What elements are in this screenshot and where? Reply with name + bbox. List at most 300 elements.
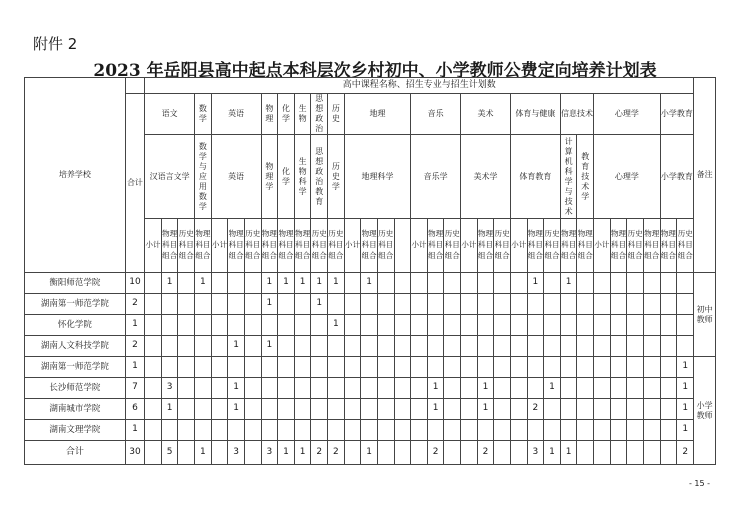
- plan-cell: [228, 357, 245, 378]
- plan-cell: [211, 399, 228, 420]
- plan-cell: [610, 378, 627, 399]
- school-name: 湖南第一师范学院: [25, 294, 126, 315]
- header-subject: 生物: [294, 94, 311, 135]
- plan-cell: [394, 315, 411, 336]
- header-combo: 物理科目组合: [361, 219, 378, 273]
- header-course-group: 高中课程名称、招生专业与招生计划数: [145, 78, 694, 94]
- plan-cell: [195, 336, 212, 357]
- plan-cell: 1: [195, 273, 212, 294]
- plan-cell: [377, 315, 394, 336]
- plan-cell: 1: [677, 420, 694, 441]
- plan-cell: [344, 357, 361, 378]
- total-cell: [461, 441, 478, 465]
- plan-cell: [244, 378, 261, 399]
- plan-cell: [560, 294, 577, 315]
- header-combo: 物理科目组合: [294, 219, 311, 273]
- plan-cell: [494, 378, 511, 399]
- plan-cell: [178, 315, 195, 336]
- plan-cell: [244, 399, 261, 420]
- plan-cell: [477, 315, 494, 336]
- plan-cell: [311, 378, 328, 399]
- plan-cell: 1: [261, 273, 278, 294]
- plan-cell: [594, 273, 611, 294]
- header-combo: 历史科目组合: [677, 219, 694, 273]
- plan-cell: [494, 399, 511, 420]
- grand-total: 30: [125, 441, 145, 465]
- plan-cell: [427, 357, 444, 378]
- plan-cell: [278, 294, 295, 315]
- plan-cell: [643, 399, 660, 420]
- plan-cell: [328, 378, 345, 399]
- header-major: 体育教育: [510, 135, 560, 219]
- plan-cell: [444, 273, 461, 294]
- plan-cell: 1: [228, 336, 245, 357]
- plan-cell: [211, 420, 228, 441]
- plan-cell: [228, 294, 245, 315]
- plan-cell: [278, 399, 295, 420]
- plan-cell: [594, 315, 611, 336]
- page-number: - 15 -: [688, 479, 710, 488]
- total-cell: [643, 441, 660, 465]
- plan-cell: [311, 420, 328, 441]
- row-total: 10: [125, 273, 145, 294]
- plan-cell: [594, 357, 611, 378]
- header-subject: 物理: [261, 94, 278, 135]
- plan-cell: [195, 399, 212, 420]
- plan-cell: [427, 315, 444, 336]
- plan-cell: [544, 294, 561, 315]
- plan-cell: [361, 399, 378, 420]
- plan-cell: [560, 420, 577, 441]
- plan-cell: [444, 399, 461, 420]
- plan-cell: [494, 273, 511, 294]
- plan-cell: [494, 294, 511, 315]
- total-cell: [411, 441, 428, 465]
- plan-cell: [294, 294, 311, 315]
- header-combo: 物理科目组合: [527, 219, 544, 273]
- total-cell: [244, 441, 261, 465]
- plan-cell: [145, 378, 162, 399]
- plan-cell: [494, 315, 511, 336]
- plan-cell: [145, 294, 162, 315]
- plan-cell: [228, 273, 245, 294]
- header-combo: 历史科目组合: [178, 219, 195, 273]
- row-total: 1: [125, 420, 145, 441]
- total-cell: [394, 441, 411, 465]
- header-combo: 物理科目组合: [195, 219, 212, 273]
- plan-cell: 1: [161, 399, 178, 420]
- plan-cell: [278, 378, 295, 399]
- table-row: [25, 378, 716, 399]
- plan-cell: [294, 399, 311, 420]
- total-cell: [145, 441, 162, 465]
- plan-cell: [411, 336, 428, 357]
- plan-cell: [344, 273, 361, 294]
- enrollment-plan-table: [24, 77, 716, 465]
- plan-cell: [145, 273, 162, 294]
- plan-cell: [610, 273, 627, 294]
- plan-cell: [211, 357, 228, 378]
- plan-cell: [461, 399, 478, 420]
- plan-cell: [178, 399, 195, 420]
- plan-cell: [494, 357, 511, 378]
- plan-cell: [627, 273, 644, 294]
- plan-cell: [660, 294, 677, 315]
- document-title: 2023 年岳阳县高中起点本科层次乡村初中、小学教师公费定向培养计划表: [93, 61, 657, 81]
- plan-cell: 1: [477, 399, 494, 420]
- plan-cell: [294, 378, 311, 399]
- header-subject: 语文: [145, 94, 195, 135]
- plan-cell: [477, 273, 494, 294]
- plan-cell: [394, 273, 411, 294]
- total-label: 合计: [25, 441, 126, 465]
- plan-cell: [610, 294, 627, 315]
- plan-cell: [328, 336, 345, 357]
- plan-cell: [145, 336, 162, 357]
- plan-cell: [577, 357, 594, 378]
- plan-cell: [510, 357, 527, 378]
- plan-cell: [311, 315, 328, 336]
- header-combo: 历史科目组合: [244, 219, 261, 273]
- plan-cell: 1: [527, 273, 544, 294]
- header-subject: 数学: [195, 94, 212, 135]
- table-row: [25, 357, 716, 378]
- plan-cell: [577, 315, 594, 336]
- total-cell: [178, 441, 195, 465]
- header-combo: 小计: [145, 219, 162, 273]
- plan-cell: [361, 336, 378, 357]
- plan-cell: [510, 273, 527, 294]
- plan-cell: [311, 399, 328, 420]
- remark-cell: 初中教师: [694, 273, 716, 357]
- plan-cell: [660, 399, 677, 420]
- plan-cell: [261, 357, 278, 378]
- total-cell: 2: [477, 441, 494, 465]
- plan-cell: [294, 420, 311, 441]
- plan-cell: [211, 378, 228, 399]
- plan-cell: [195, 315, 212, 336]
- plan-cell: [660, 273, 677, 294]
- school-name: 衡阳师范学院: [25, 273, 126, 294]
- plan-cell: [261, 399, 278, 420]
- plan-cell: [228, 420, 245, 441]
- header-subject: 体育与健康: [510, 94, 560, 135]
- header-major: 物理学: [261, 135, 278, 219]
- total-row: [25, 441, 716, 465]
- plan-cell: 1: [427, 399, 444, 420]
- plan-cell: [660, 336, 677, 357]
- header-major: 音乐学: [411, 135, 461, 219]
- plan-cell: [577, 294, 594, 315]
- plan-cell: 3: [161, 378, 178, 399]
- school-name: 湖南人文科技学院: [25, 336, 126, 357]
- plan-cell: [377, 294, 394, 315]
- plan-cell: [461, 315, 478, 336]
- plan-cell: [643, 273, 660, 294]
- plan-cell: [461, 357, 478, 378]
- plan-cell: 1: [261, 294, 278, 315]
- plan-cell: 1: [477, 378, 494, 399]
- total-cell: 1: [195, 441, 212, 465]
- row-total: 2: [125, 294, 145, 315]
- total-cell: [610, 441, 627, 465]
- plan-cell: [294, 336, 311, 357]
- plan-cell: [510, 315, 527, 336]
- total-cell: 1: [560, 441, 577, 465]
- plan-cell: 2: [527, 399, 544, 420]
- header-subject: 美术: [461, 94, 511, 135]
- plan-cell: [627, 357, 644, 378]
- plan-cell: [411, 378, 428, 399]
- plan-cell: [328, 420, 345, 441]
- plan-cell: [527, 357, 544, 378]
- plan-cell: [510, 336, 527, 357]
- plan-cell: [544, 273, 561, 294]
- header-subject: 心理学: [594, 94, 661, 135]
- total-cell: [660, 441, 677, 465]
- plan-cell: [527, 420, 544, 441]
- plan-cell: [244, 357, 261, 378]
- plan-cell: [560, 399, 577, 420]
- plan-cell: [344, 294, 361, 315]
- attachment-label: 附件 2: [33, 35, 78, 53]
- plan-cell: [195, 357, 212, 378]
- header-subject: 思想政治: [311, 94, 328, 135]
- plan-cell: [294, 357, 311, 378]
- plan-cell: [677, 294, 694, 315]
- plan-cell: 1: [228, 378, 245, 399]
- plan-cell: [444, 315, 461, 336]
- plan-cell: [560, 378, 577, 399]
- plan-cell: [427, 294, 444, 315]
- plan-cell: [677, 273, 694, 294]
- plan-cell: [394, 378, 411, 399]
- header-combo: 小计: [510, 219, 527, 273]
- header-combo: 物理科目组合: [577, 219, 594, 273]
- plan-cell: [643, 315, 660, 336]
- plan-cell: [610, 336, 627, 357]
- header-combo: 物理科目组合: [228, 219, 245, 273]
- plan-cell: [211, 294, 228, 315]
- table-row: [25, 336, 716, 357]
- school-name: 湖南文理学院: [25, 420, 126, 441]
- header-major: 美术学: [461, 135, 511, 219]
- plan-cell: [178, 336, 195, 357]
- plan-cell: [411, 399, 428, 420]
- plan-cell: [560, 336, 577, 357]
- plan-cell: [178, 294, 195, 315]
- plan-cell: [278, 336, 295, 357]
- plan-cell: [643, 357, 660, 378]
- header-combo: 历史科目组合: [627, 219, 644, 273]
- header-major: 生物科学: [294, 135, 311, 219]
- total-cell: [510, 441, 527, 465]
- header-major: 汉语言文学: [145, 135, 195, 219]
- plan-cell: 1: [278, 273, 295, 294]
- plan-cell: [677, 315, 694, 336]
- plan-cell: 1: [311, 273, 328, 294]
- header-subject: 地理: [344, 94, 411, 135]
- plan-cell: [328, 357, 345, 378]
- plan-cell: [328, 294, 345, 315]
- total-cell: [627, 441, 644, 465]
- school-name: 长沙师范学院: [25, 378, 126, 399]
- table-row: [25, 399, 716, 420]
- plan-cell: [211, 336, 228, 357]
- plan-cell: [411, 273, 428, 294]
- plan-cell: [627, 399, 644, 420]
- row-total: 1: [125, 315, 145, 336]
- header-combo: 物理科目组合: [477, 219, 494, 273]
- plan-cell: [311, 357, 328, 378]
- plan-cell: [344, 315, 361, 336]
- header-combo: 小计: [411, 219, 428, 273]
- header-major: 数学与应用数学: [195, 135, 212, 219]
- row-total: 2: [125, 336, 145, 357]
- header-combo: 物理科目组合: [161, 219, 178, 273]
- header-major: 小学教育: [660, 135, 694, 219]
- table-row: [25, 294, 716, 315]
- school-name: 湖南城市学院: [25, 399, 126, 420]
- plan-cell: 1: [427, 378, 444, 399]
- row-total: 6: [125, 399, 145, 420]
- header-combo: 小计: [344, 219, 361, 273]
- plan-cell: 1: [311, 294, 328, 315]
- plan-cell: [394, 420, 411, 441]
- plan-cell: 1: [544, 378, 561, 399]
- plan-cell: [377, 336, 394, 357]
- total-cell: 1: [361, 441, 378, 465]
- plan-cell: [311, 336, 328, 357]
- plan-cell: [444, 420, 461, 441]
- plan-cell: [427, 420, 444, 441]
- plan-cell: [610, 399, 627, 420]
- plan-cell: [244, 273, 261, 294]
- plan-cell: [145, 399, 162, 420]
- plan-cell: [544, 399, 561, 420]
- plan-cell: [610, 420, 627, 441]
- plan-cell: [594, 399, 611, 420]
- header-remark: 备注: [694, 78, 716, 273]
- plan-cell: [444, 294, 461, 315]
- plan-cell: [560, 315, 577, 336]
- plan-cell: [510, 399, 527, 420]
- total-cell: [444, 441, 461, 465]
- plan-cell: [411, 294, 428, 315]
- remark-cell: 小学教师: [694, 357, 716, 465]
- plan-cell: [577, 399, 594, 420]
- header-subject: 信息技术: [560, 94, 593, 135]
- plan-cell: [627, 294, 644, 315]
- plan-cell: 1: [677, 399, 694, 420]
- plan-cell: [544, 420, 561, 441]
- plan-cell: [544, 336, 561, 357]
- plan-cell: 1: [228, 399, 245, 420]
- plan-cell: [278, 357, 295, 378]
- row-total: 1: [125, 357, 145, 378]
- plan-cell: [261, 420, 278, 441]
- header-subject: 英语: [211, 94, 261, 135]
- school-name: 湖南第一师范学院: [25, 357, 126, 378]
- header-combo: 历史科目组合: [311, 219, 328, 273]
- header-combo: 物理科目组合: [278, 219, 295, 273]
- header-major: 心理学: [594, 135, 661, 219]
- plan-cell: [145, 315, 162, 336]
- plan-cell: [411, 357, 428, 378]
- plan-cell: [627, 420, 644, 441]
- plan-cell: [294, 315, 311, 336]
- plan-cell: [411, 315, 428, 336]
- header-school: 培养学校: [25, 78, 126, 273]
- plan-cell: [461, 273, 478, 294]
- header-combo: 物理科目组合: [610, 219, 627, 273]
- total-cell: [594, 441, 611, 465]
- plan-cell: [627, 336, 644, 357]
- plan-cell: [377, 273, 394, 294]
- header-subject: 化学: [278, 94, 295, 135]
- plan-cell: [361, 315, 378, 336]
- plan-cell: [610, 315, 627, 336]
- plan-cell: [261, 378, 278, 399]
- plan-cell: [261, 315, 278, 336]
- plan-cell: [477, 336, 494, 357]
- plan-cell: [361, 378, 378, 399]
- plan-cell: [178, 378, 195, 399]
- header-combo: 物理科目组合: [261, 219, 278, 273]
- total-cell: 1: [278, 441, 295, 465]
- header-combo: 物理科目组合: [660, 219, 677, 273]
- plan-cell: [228, 315, 245, 336]
- plan-cell: 1: [328, 273, 345, 294]
- plan-cell: [195, 420, 212, 441]
- plan-cell: [244, 294, 261, 315]
- plan-cell: [244, 336, 261, 357]
- total-cell: [577, 441, 594, 465]
- plan-cell: [278, 420, 295, 441]
- plan-cell: [178, 420, 195, 441]
- plan-cell: [560, 357, 577, 378]
- plan-cell: [494, 420, 511, 441]
- plan-cell: [643, 294, 660, 315]
- header-subject: 音乐: [411, 94, 461, 135]
- header-combo: 物理科目组合: [643, 219, 660, 273]
- total-cell: 5: [161, 441, 178, 465]
- plan-cell: [660, 378, 677, 399]
- header-major: 思想政治教育: [311, 135, 328, 219]
- school-name: 怀化学院: [25, 315, 126, 336]
- plan-cell: [344, 420, 361, 441]
- plan-cell: [361, 357, 378, 378]
- total-cell: 1: [294, 441, 311, 465]
- table-row: [25, 273, 716, 294]
- total-cell: 2: [677, 441, 694, 465]
- plan-cell: [527, 378, 544, 399]
- plan-cell: [178, 357, 195, 378]
- plan-cell: [427, 336, 444, 357]
- plan-cell: [544, 357, 561, 378]
- plan-cell: [377, 399, 394, 420]
- plan-cell: [328, 399, 345, 420]
- plan-cell: [677, 336, 694, 357]
- plan-cell: [161, 357, 178, 378]
- plan-cell: [444, 336, 461, 357]
- header-major: 化学: [278, 135, 295, 219]
- plan-cell: [660, 315, 677, 336]
- total-cell: [377, 441, 394, 465]
- plan-cell: [377, 378, 394, 399]
- plan-cell: [627, 315, 644, 336]
- header-combo: 物理科目组合: [427, 219, 444, 273]
